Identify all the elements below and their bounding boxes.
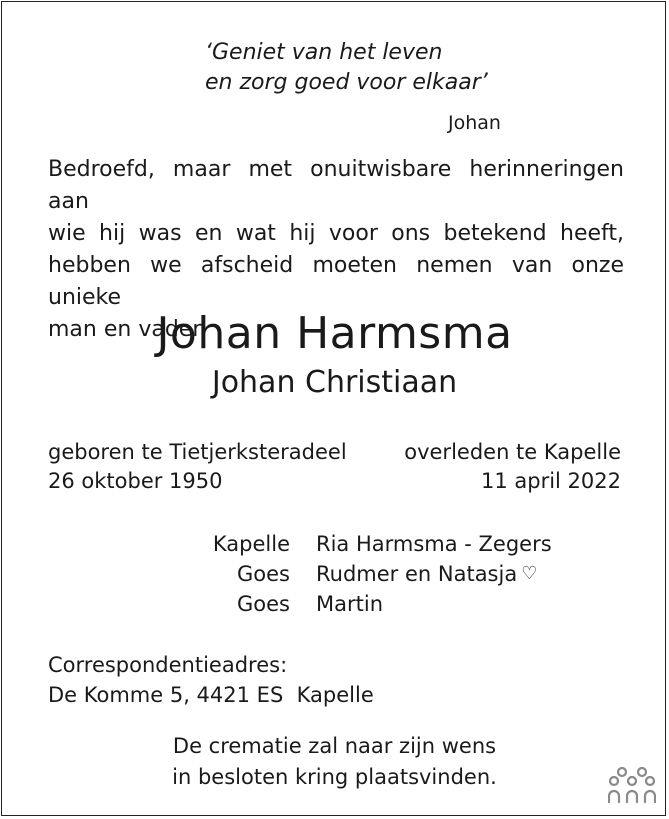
people-group-icon bbox=[608, 766, 656, 804]
obituary-card bbox=[1, 1, 666, 816]
family-row bbox=[152, 529, 552, 559]
deceased-full-name: Johan Christiaan bbox=[211, 365, 458, 400]
quote-line-2: en zorg goed voor elkaar’ bbox=[205, 70, 488, 95]
birth-label: geboren te Tietjerksteradeel bbox=[48, 440, 347, 464]
family-row bbox=[152, 589, 552, 619]
family-name: Rudmer en Natasja bbox=[316, 562, 518, 586]
death-label: overleden te Kapelle bbox=[404, 440, 621, 464]
birth-date: 26 oktober 1950 bbox=[48, 469, 223, 493]
family-name: Ria Harmsma - Zegers bbox=[316, 532, 552, 556]
intro-line-4: man en vader bbox=[48, 317, 202, 342]
heart-icon: ♡ bbox=[521, 563, 538, 584]
family-row bbox=[152, 559, 552, 589]
address-value: De Komme 5, 4421 ES Kapelle bbox=[48, 683, 374, 707]
family-place: Goes bbox=[237, 562, 290, 586]
family-list bbox=[152, 529, 552, 619]
deceased-name: Johan Harmsma bbox=[156, 308, 513, 359]
family-name: Martin bbox=[316, 592, 383, 616]
family-place: Kapelle bbox=[212, 532, 290, 556]
address-label: Correspondentieadres: bbox=[48, 653, 288, 677]
intro-line-2: wie hij was en wat hij voor ons betekend heeft, bbox=[48, 221, 624, 246]
intro-line-3: hebben we afscheid moeten nemen van onze unieke bbox=[48, 253, 624, 310]
family-place: Goes bbox=[237, 592, 290, 616]
death-date: 11 april 2022 bbox=[480, 469, 621, 493]
closing-line-2: in besloten kring plaatsvinden. bbox=[172, 765, 497, 789]
quote bbox=[205, 38, 488, 98]
quote-author: Johan bbox=[448, 112, 501, 134]
closing-text bbox=[2, 731, 667, 793]
quote-line-1: ‘Geniet van het leven bbox=[205, 40, 443, 65]
intro-line-1: Bedroefd, maar met onuitwisbare herinneringen aan bbox=[48, 157, 624, 214]
closing-line-1: De crematie zal naar zijn wens bbox=[172, 734, 497, 758]
